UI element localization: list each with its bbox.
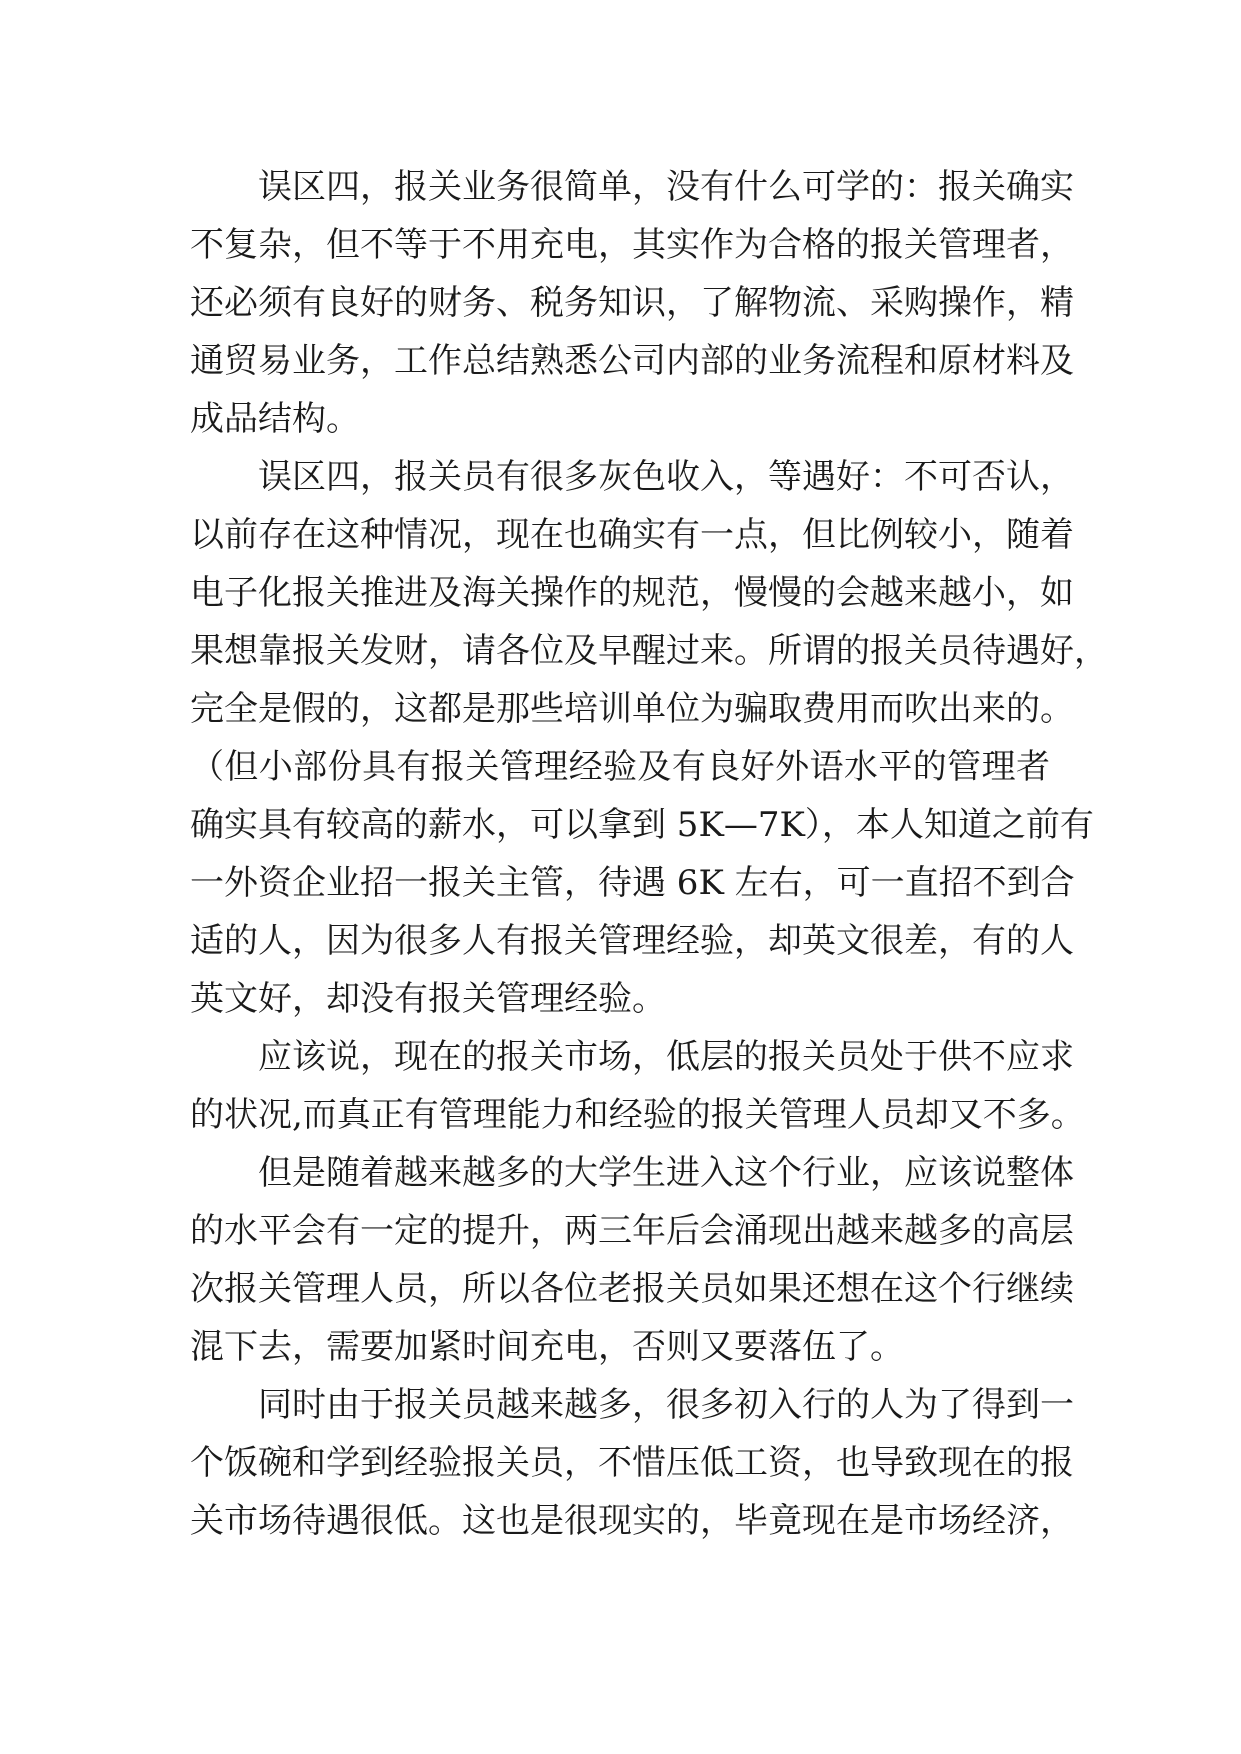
paragraph-2-line-7: 确实具有较高的薪水，可以拿到 5K—7K），本人知道之前有 [190, 805, 1094, 845]
paragraph-2-line-10: 英文好，却没有报关管理经验。 [190, 979, 666, 1019]
paragraph-1-line-1: 误区四，报关业务很简单，没有什么可学的：报关确实 [258, 167, 1074, 207]
paragraph-2-line-6: （但小部份具有报关管理经验及有良好外语水平的管理者 [190, 747, 1050, 787]
paragraph-2-line-4: 果想靠报关发财，请各位及早醒过来。所谓的报关员待遇好， [190, 631, 1108, 671]
paragraph-4-line-3: 次报关管理人员，所以各位老报关员如果还想在这个行继续 [190, 1269, 1074, 1309]
body-text [190, 158, 1108, 1550]
paragraph-4-line-1: 但是随着越来越多的大学生进入这个行业，应该说整体 [258, 1153, 1074, 1193]
paragraph-2-line-9: 适的人，因为很多人有报关管理经验，却英文很差，有的人 [190, 921, 1074, 961]
paragraph-2-line-2: 以前存在这种情况，现在也确实有一点，但比例较小，随着 [190, 515, 1074, 555]
paragraph-3-line-2: 的状况,而真正有管理能力和经验的报关管理人员却又不多。 [190, 1095, 1085, 1135]
paragraph-3-line-1: 应该说，现在的报关市场，低层的报关员处于供不应求 [258, 1037, 1074, 1077]
paragraph-1-line-4: 通贸易业务，工作总结熟悉公司内部的业务流程和原材料及 [190, 341, 1074, 381]
paragraph-1-line-5: 成品结构。 [190, 399, 360, 439]
paragraph-1-line-2: 不复杂，但不等于不用充电，其实作为合格的报关管理者， [190, 225, 1074, 265]
paragraph-2-line-1: 误区四，报关员有很多灰色收入，等遇好：不可否认， [258, 457, 1074, 497]
paragraph-2-line-5: 完全是假的，这都是那些培训单位为骗取费用而吹出来的。 [190, 689, 1074, 729]
paragraph-5-line-1: 同时由于报关员越来越多，很多初入行的人为了得到一 [258, 1385, 1074, 1425]
paragraph-2-line-8: 一外资企业招一报关主管，待遇 6K 左右，可一直招不到合 [190, 863, 1075, 903]
paragraph-1-line-3: 还必须有良好的财务、税务知识，了解物流、采购操作，精 [190, 283, 1074, 323]
paragraph-2-line-3: 电子化报关推进及海关操作的规范，慢慢的会越来越小，如 [190, 573, 1074, 613]
paragraph-4-line-2: 的水平会有一定的提升，两三年后会涌现出越来越多的高层 [190, 1211, 1074, 1251]
paragraph-5-line-3: 关市场待遇很低。这也是很现实的，毕竟现在是市场经济， [190, 1501, 1074, 1541]
paragraph-5-line-2: 个饭碗和学到经验报关员，不惜压低工资，也导致现在的报 [190, 1443, 1074, 1483]
paragraph-4-line-4: 混下去，需要加紧时间充电，否则又要落伍了。 [190, 1327, 904, 1367]
